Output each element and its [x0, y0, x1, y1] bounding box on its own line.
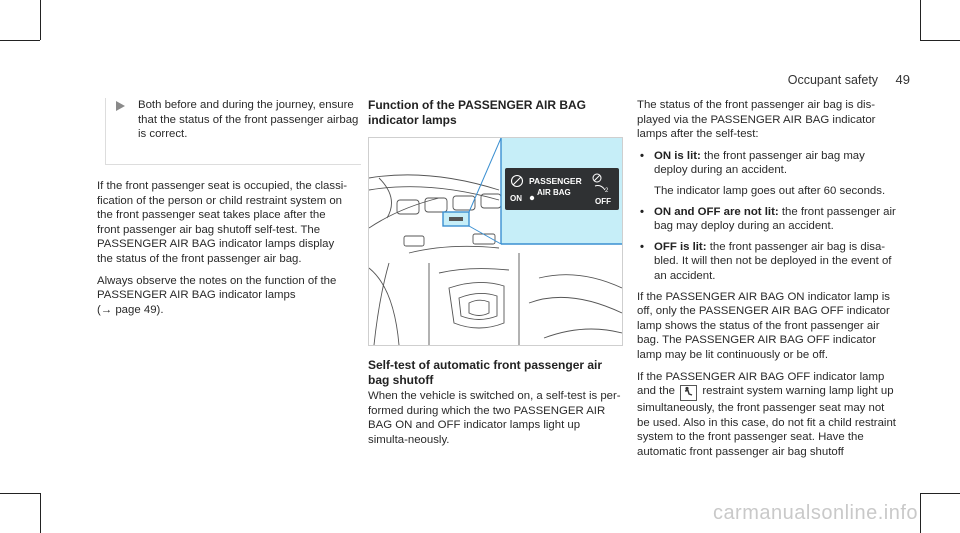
callout-text: Both before and during the journey, ensure that the status of the front passenger airbag is correct.	[138, 99, 359, 141]
crop-mark	[920, 493, 921, 533]
column-right	[637, 98, 897, 466]
list-term: ON is lit:	[654, 149, 701, 162]
section-heading: Function of the PASSENGER AIR BAG indicator lamps	[368, 98, 586, 127]
column-left	[97, 98, 359, 324]
paragraph: If the PASSENGER AIR BAG ON indicator lamp is off, only the PASSENGER AIR BAG OFF indicator lamp shows the status of the front passenger air bag. The PASSENGER AIR BAG OFF indicator lamp may be lit continuously or be off.	[637, 290, 891, 361]
dashboard-illustration	[368, 137, 623, 346]
bullet-icon: •	[640, 149, 644, 162]
watermark-text: carmanualsonline.info	[712, 502, 918, 524]
crop-mark	[920, 40, 960, 41]
indicator-on-label: ON	[510, 194, 522, 203]
section-title: Occupant safety	[787, 73, 879, 87]
list-item	[637, 149, 897, 178]
indicator-title-1: PASSENGER	[529, 176, 582, 186]
list-term: OFF is lit:	[654, 240, 707, 253]
list-subtext: The indicator lamp goes out after 60 seconds.	[654, 184, 886, 197]
paragraph-text: Always observe the notes on the function of the PASSENGER AIR BAG indicator lamps	[97, 274, 337, 302]
svg-text:2: 2	[605, 188, 609, 194]
console-drawing	[369, 138, 622, 345]
paragraph-text: restraint system warning lamp light up simultaneously, the front passenger seat may not be used. Also in this case, do not fit a child restraint system to the front passenger seat. Have the automatic front passenger air bag shutoff	[637, 385, 896, 458]
list-text: the front passenger air bag is disa-bled. It will then not be deployed in the event of an accident.	[654, 240, 892, 282]
crop-mark	[40, 0, 41, 40]
crop-mark	[40, 493, 41, 533]
list-term: ON and OFF are not lit:	[654, 205, 779, 218]
page-reference-link[interactable]: (→ page 49).	[97, 303, 164, 316]
crop-mark	[920, 0, 921, 40]
list-item	[637, 240, 897, 284]
paragraph-text: If the PASSENGER AIR BAG OFF indicator lamp and the	[637, 370, 885, 398]
status-list	[637, 149, 897, 178]
paragraph: When the vehicle is switched on, a self-test is per-formed during which the two PASSENGER AIR BAG ON and OFF indicator lamps light up simulta-neously.	[368, 390, 621, 446]
paragraph	[637, 370, 897, 460]
list-item	[637, 205, 897, 234]
list-text: the front passenger air bag may deploy during an accident.	[654, 205, 896, 233]
section-heading: Self-test of automatic front passenger air bag shutoff	[368, 358, 603, 387]
arrow-right-icon	[116, 101, 125, 111]
bullet-icon: •	[640, 205, 644, 218]
list-text: the front passenger air bag may deploy during an accident.	[654, 149, 865, 177]
column-middle	[368, 98, 622, 454]
crop-mark	[0, 40, 40, 41]
note-callout	[105, 98, 361, 165]
restraint-warning-icon	[680, 385, 697, 401]
bullet-icon: •	[640, 240, 644, 253]
page-number: 49	[895, 72, 910, 87]
paragraph: If the front passenger seat is occupied, the classi-fication of the person or child restraint system on the front passenger seat takes place after the front passenger air bag shutoff self-test. The PASSENGER AIR BAG indicator lamps display the status of the front passenger air bag.	[97, 180, 348, 265]
paragraph: The status of the front passenger air bag is dis-played via the PASSENGER AIR BAG indicator lamps after the self-test:	[637, 99, 876, 141]
page-header	[788, 72, 910, 87]
indicator-led	[530, 196, 534, 200]
crop-mark	[920, 493, 960, 494]
indicator-title-2: AIR BAG	[537, 188, 571, 197]
indicator-off-label: OFF	[595, 197, 611, 206]
status-list	[637, 205, 897, 284]
crop-mark	[0, 493, 40, 494]
paragraph	[97, 274, 349, 318]
